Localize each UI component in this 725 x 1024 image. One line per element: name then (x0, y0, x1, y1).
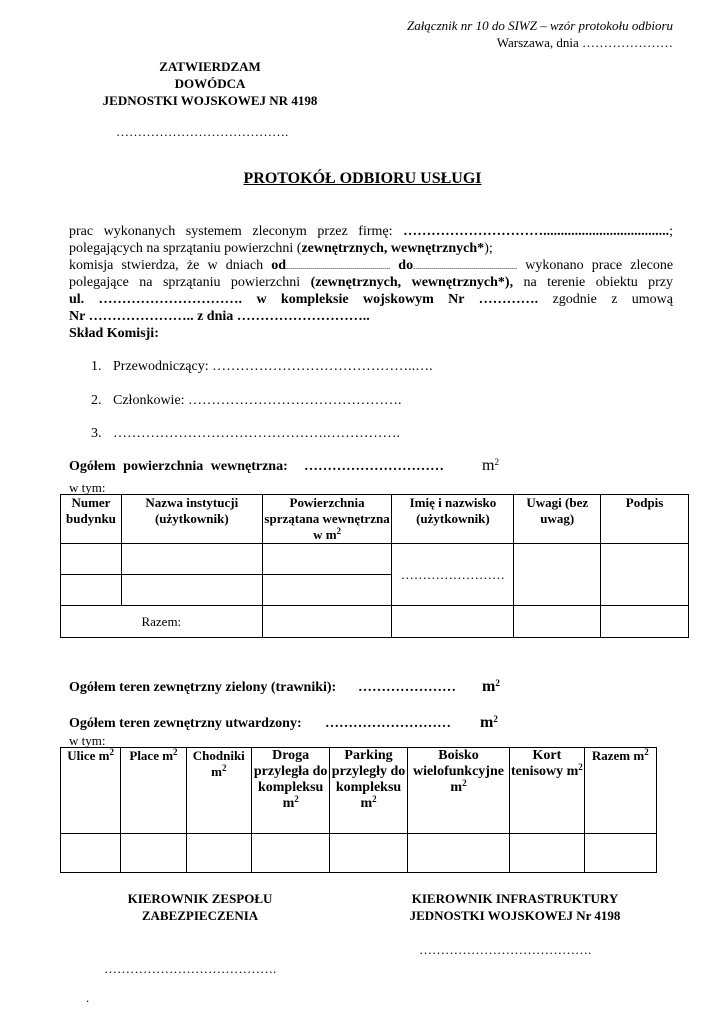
external-green-dots: ………………… (358, 680, 456, 695)
body-text: prac wykonanych systemem zleconym przez firmę: (69, 224, 393, 239)
scope-options: (zewnętrznych, wewnętrznych*), (310, 275, 514, 290)
body-text: na terenie obiektu przy (523, 275, 674, 290)
external-green-unit (482, 678, 500, 696)
header-parking-text: Parking przyległy do kompleksu m (331, 748, 406, 811)
header-name: Imię i nazwisko (użytkownik) (392, 495, 514, 544)
cell-building[interactable] (61, 544, 122, 575)
header-streets-text: Ulice m (67, 748, 110, 763)
page-title: PROTOKÓŁ ODBIORU USŁUGI (243, 170, 482, 187)
body-line-1 (69, 223, 673, 240)
header-squares-text: Place m (129, 748, 174, 763)
signature-left-line-2: ZABEZPIECZENIA (141, 908, 259, 923)
header-tennis-court (510, 748, 584, 834)
unit-exponent: 2 (578, 762, 583, 772)
header-access-road (251, 748, 329, 834)
body-line-3 (69, 257, 673, 275)
body-text: polegających na sprzątaniu powierzchni ( (69, 241, 302, 256)
cell-building[interactable] (61, 575, 122, 606)
unit-exponent: 2 (493, 714, 498, 724)
cell-signature[interactable] (601, 544, 689, 606)
unit-exponent: 2 (336, 526, 342, 536)
body-text: zgodnie z umową (552, 292, 674, 307)
header-signature: Podpis (601, 495, 689, 544)
attachment-note: Załącznik nr 10 do SIWZ – wzór protokołu odbioru (406, 18, 673, 33)
header-sports-field-text: Boisko wielofunkcyjne m (412, 748, 504, 795)
unit-exponent: 2 (173, 747, 178, 757)
date-to-label: do (398, 258, 414, 273)
date-from-dots: .................................................... (286, 262, 391, 271)
committee-item-2-num: 2. (91, 393, 102, 408)
body-text: ); (484, 241, 493, 256)
firm-dots-fine: .................................... (543, 224, 670, 239)
header-parking (330, 748, 407, 834)
body-text: polegające na sprzątaniu powierzchni (69, 275, 301, 290)
header-internal-area-text: Powierzchnia sprzątana wewnętrzna w m (264, 495, 390, 542)
committee-item-3: ……………………………………….……………. (113, 426, 400, 441)
signature-right-line-2: JEDNOSTKI WOJSKOWEJ Nr 4198 (409, 908, 621, 923)
internal-total-dots: ………………………… (304, 459, 444, 474)
approval-line-2: DOWÓDCA (174, 76, 246, 91)
cell-sports-field[interactable] (407, 834, 510, 873)
table-row (61, 834, 657, 873)
committee-item-1: Przewodniczący: ……………………………………..…. (113, 359, 433, 374)
unit: m (482, 678, 496, 695)
table-row (61, 544, 689, 575)
external-of-which: w tym: (69, 733, 106, 748)
header-sidewalks-text: Chodniki m (192, 748, 245, 779)
committee-item-1-num: 1. (91, 359, 102, 374)
contract-line: Nr ………………….. z dnia ……………………….. (69, 309, 370, 324)
cell-institution[interactable] (121, 544, 262, 575)
table-header-row (61, 748, 657, 834)
body-text: komisja stwierdza, że w dniach (69, 258, 264, 273)
sum-label: Razem: (61, 606, 263, 638)
body-text: ; (669, 224, 673, 239)
cell-sum-area[interactable] (262, 606, 392, 638)
unit-exponent: 2 (644, 747, 649, 757)
committee-item-2: Członkowie: ………………………………………. (113, 393, 402, 408)
internal-total-unit (482, 457, 499, 475)
unit-exponent: 2 (494, 457, 499, 467)
cell-tennis-court[interactable] (510, 834, 584, 873)
header-building-number: Numer budynku (61, 495, 122, 544)
signature-left-line-1: KIEROWNIK ZESPOŁU (127, 891, 273, 906)
unit-exponent: 2 (109, 747, 115, 757)
place-date: Warszawa, dnia ………………… (496, 35, 673, 50)
header-squares (121, 748, 186, 834)
cell-sum-signature[interactable] (601, 606, 689, 638)
cell-institution[interactable] (121, 575, 262, 606)
unit: m (480, 714, 494, 731)
external-hard-unit (480, 714, 498, 732)
name-dots: …………………… (400, 566, 505, 582)
header-streets (61, 748, 121, 834)
internal-total-label: Ogółem powierzchnia wewnętrzna: (69, 459, 288, 474)
scope-options: zewnętrznych, wewnętrznych* (301, 241, 485, 256)
internal-surface-table (60, 494, 689, 638)
cell-streets[interactable] (61, 834, 121, 873)
unit: m (482, 457, 495, 474)
header-total (584, 748, 656, 834)
cell-access-road[interactable] (251, 834, 329, 873)
header-access-road-text: Droga przyległa do kompleksu m (253, 748, 328, 811)
body-text: wykonano prace zlecone (525, 258, 674, 273)
header-tennis-court-text: Kort tenisowy m (511, 748, 579, 779)
external-surface-table (60, 747, 657, 873)
external-hard-label: Ogółem teren zewnętrzny utwardzony: (69, 716, 302, 731)
cell-total[interactable] (584, 834, 656, 873)
cell-sum-name[interactable] (392, 606, 514, 638)
header-sports-field (407, 748, 510, 834)
body-line-4 (69, 274, 673, 291)
firm-dots: ………………………… (403, 224, 544, 239)
cell-sidewalks[interactable] (186, 834, 251, 873)
header-remarks: Uwagi (bez uwag) (514, 495, 601, 544)
external-green-label: Ogółem teren zewnętrzny zielony (trawniki): (69, 680, 337, 695)
date-from-label: od (271, 258, 287, 273)
unit-exponent: 2 (221, 763, 227, 773)
signature-left-dots: …………………………………. (104, 961, 277, 976)
cell-area[interactable] (262, 575, 392, 606)
header-total-text: Razem m (591, 748, 645, 763)
cell-remarks[interactable] (514, 544, 601, 606)
signature-right-dots: …………………………………. (419, 942, 592, 957)
signature-right-line-1: KIEROWNIK INFRASTRUKTURY (411, 891, 619, 906)
header-internal-area (262, 495, 392, 544)
unit-exponent: 2 (372, 794, 377, 804)
cell-name[interactable] (392, 544, 514, 606)
unit-exponent: 2 (495, 678, 500, 688)
body-line-5 (69, 291, 673, 308)
committee-label: Skład Komisji: (69, 326, 159, 341)
committee-item-3-num: 3. (91, 426, 102, 441)
cell-squares[interactable] (121, 834, 186, 873)
table-sum-row (61, 606, 689, 638)
header-institution: Nazwa instytucji (użytkownik) (121, 495, 262, 544)
unit-exponent: 2 (294, 794, 299, 804)
cell-parking[interactable] (330, 834, 407, 873)
footer-mark: . (86, 990, 90, 1005)
date-to-dots: .................................................... (413, 262, 518, 271)
body-line-2 (69, 240, 673, 257)
table-header-row (61, 495, 689, 544)
approval-signature-line: …………………………………. (116, 124, 289, 139)
approval-line-1: ZATWIERDZAM (159, 59, 261, 74)
cell-area[interactable] (262, 544, 392, 575)
header-sidewalks (186, 748, 251, 834)
external-hard-dots: ……………………… (325, 716, 451, 731)
internal-of-which: w tym: (69, 480, 106, 495)
approval-line-3: JEDNOSTKI WOJSKOWEJ NR 4198 (102, 93, 318, 108)
address-line: ul. …………………………. w kompleksie wojskowym Nr …………. (69, 292, 539, 307)
cell-sum-remarks[interactable] (514, 606, 601, 638)
unit-exponent: 2 (462, 778, 467, 788)
